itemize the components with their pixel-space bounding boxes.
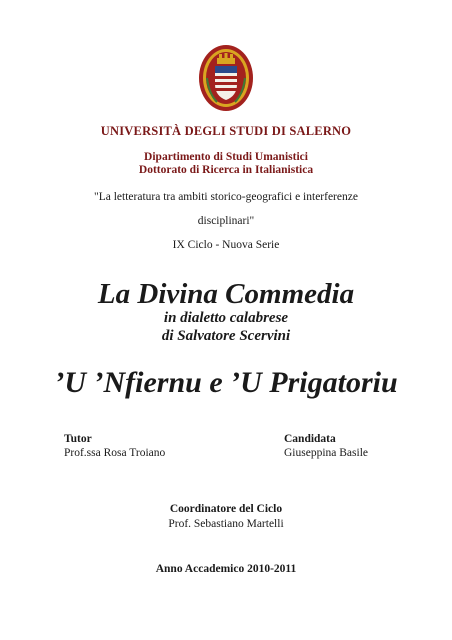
candidate-label: Candidata (284, 433, 336, 445)
coordinator-name: Prof. Sebastiano Martelli (168, 518, 284, 530)
tutor-label: Tutor (64, 433, 92, 445)
cycle-label: IX Ciclo - Nuova Serie (172, 239, 280, 251)
thesis-title: La Divina Commedia (97, 278, 355, 310)
tutor-name: Prof.ssa Rosa Troiano (64, 447, 166, 459)
thesis-subtitle-line2: di Salvatore Scervini (161, 328, 291, 344)
thesis-subtitle-line1: in dialetto calabrese (163, 310, 289, 326)
university-name: UNIVERSITÀ DEGLI STUDI DI SALERNO (100, 124, 352, 138)
academic-year: Anno Accademico 2010-2011 (155, 563, 297, 575)
candidate-name: Giuseppina Basile (284, 447, 368, 459)
program-title-line2: disciplinari" (197, 215, 255, 227)
university-seal-icon (198, 44, 254, 112)
department-name: Dipartimento di Studi Umanistici (144, 151, 308, 163)
program-title-line1: "La letteratura tra ambiti storico-geografici e interferenze (94, 191, 358, 203)
thesis-title-dialect: ’U ’Nfiernu e ’U Prigatoriu (54, 366, 398, 399)
coordinator-label: Coordinatore del Ciclo (169, 503, 283, 515)
doctorate-name: Dottorato di Ricerca in Italianistica (138, 164, 314, 176)
